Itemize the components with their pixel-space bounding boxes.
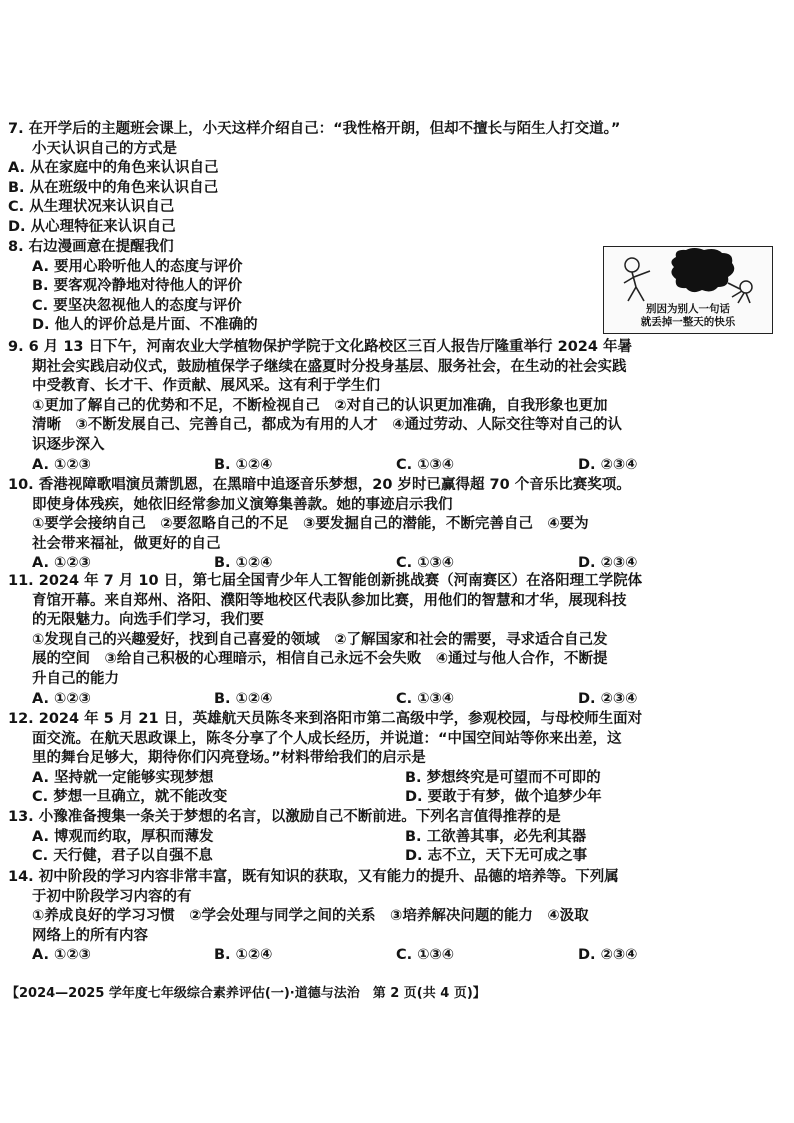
- q9-line-4: ①更加了解自己的优势和不足，不断检视自己 ②对自己的认识更加准确，自我形象也更加: [32, 397, 608, 414]
- q7-stem-line-1: 7. 在开学后的主题班会课上，小天这样介绍自己：“我性格开朗，但却不擅长与陌生人打交道。”: [8, 121, 621, 137]
- q11-line-2: 育馆开幕。来自郑州、洛阳、濮阳等地校区代表队参加比赛，用他们的智慧和才华，展现科技: [32, 592, 627, 609]
- q10-option-c: C. ①③④: [396, 555, 455, 572]
- q13-option-c: C. 天行健，君子以自强不息: [32, 848, 213, 865]
- page-footer: 【2024—2025 学年度七年级综合素养评估(一)·道德与法治 第 2 页(共 4 页)】: [6, 986, 486, 1001]
- q11-line-6: 升自己的能力: [32, 670, 119, 687]
- q12-option-b: B. 梦想终究是可望而不可即的: [405, 769, 601, 786]
- q12-line-3: 里的舞台足够大，期待你们闪亮登场。”材料带给我们的启示是: [32, 750, 426, 767]
- q8-option-c: C. 要坚决忽视他人的态度与评价: [32, 297, 242, 314]
- q13-option-b: B. 工欲善其事，必先利其器: [405, 828, 587, 845]
- q14-option-a: A. ①②③: [32, 947, 91, 964]
- q9-option-c: C. ①③④: [396, 456, 455, 473]
- q9-line-3: 中受教育、长才干、作贡献、展风采。这有利于学生们: [32, 378, 380, 395]
- q14-line-2: 于初中阶段学习内容的有: [32, 888, 192, 905]
- q8-option-d: D. 他人的评价总是片面、不准确的: [32, 317, 258, 334]
- question-12: [8, 710, 778, 808]
- q11-option-d: D. ②③④: [578, 690, 638, 707]
- cartoon-caption-line-1: 别因为别人一句话: [646, 303, 730, 315]
- q8-stem: 8. 右边漫画意在提醒我们: [8, 239, 174, 255]
- q10-line-2: 即使身体残疾，她依旧经常参加义演筹集善款。她的事迹启示我们: [32, 496, 453, 513]
- q10-option-b: B. ①②④: [214, 555, 273, 572]
- cartoon-drawing: [604, 247, 771, 307]
- q9-option-d: D. ②③④: [578, 456, 638, 473]
- q11-line-3: 的无限魅力。向选手们学习，我们要: [32, 612, 264, 629]
- q12-option-c: C. 梦想一旦确立，就不能改变: [32, 789, 228, 806]
- q7-stem-line-2: 小天认识自己的方式是: [32, 140, 177, 157]
- q11-option-a: A. ①②③: [32, 690, 91, 707]
- q10-line-3: ①要学会接纳自己 ②要忽略自己的不足 ③要发掘自己的潜能，不断完善自己 ④要为: [32, 516, 589, 533]
- q9-option-b: B. ①②④: [214, 456, 273, 473]
- q10-line-1: 10. 香港视障歌唱演员萧凯恩，在黑暗中追逐音乐梦想，20 岁时已赢得超 70 个音乐比赛奖项。: [8, 477, 631, 493]
- q12-options-row-2: [8, 788, 778, 808]
- question-7: [8, 120, 778, 238]
- q14-option-d: D. ②③④: [578, 947, 638, 964]
- q7-option-a: A. 从在家庭中的角色来认识自己: [8, 160, 219, 177]
- question-10: [8, 476, 778, 574]
- q14-option-b: B. ①②④: [214, 947, 273, 964]
- cartoon-caption-line-2: 就丢掉一整天的快乐: [640, 316, 736, 328]
- q12-line-1: 12. 2024 年 5 月 21 日，英雄航天员陈冬来到洛阳市第二高级中学，参观校园，与母校师生面对: [8, 711, 643, 727]
- q11-option-b: B. ①②④: [214, 690, 273, 707]
- q14-line-1: 14. 初中阶段的学习内容非常丰富，既有知识的获取，又有能力的提升、品德的培养等。下列属: [8, 869, 619, 885]
- q14-line-4: 网络上的所有内容: [32, 927, 148, 944]
- question-14: [8, 868, 778, 966]
- q13-options-row-2: [8, 847, 778, 867]
- q9-line-2: 期社会实践启动仪式，鼓励植保学子继续在盛夏时分投身基层、服务社会，在生动的社会实践: [32, 358, 627, 375]
- q7-option-b: B. 从在班级中的角色来认识自己: [8, 179, 219, 196]
- q11-options: [8, 690, 778, 710]
- q9-option-a: A. ①②③: [32, 456, 91, 473]
- q12-option-d: D. 要敢于有梦，做个追梦少年: [405, 789, 602, 806]
- q12-line-2: 面交流。在航天思政课上，陈冬分享了个人成长经历，并说道：“中国空间站等你来出差，这: [32, 730, 622, 747]
- question-13: [8, 808, 778, 867]
- q11-option-c: C. ①③④: [396, 690, 455, 707]
- q7-option-c: C. 从生理状况来认识自己: [8, 199, 175, 216]
- q10-option-d: D. ②③④: [578, 555, 638, 572]
- q13-line-1: 13. 小豫准备搜集一条关于梦想的名言，以激励自己不断前进。下列名言值得推荐的是: [8, 809, 561, 825]
- question-9: [8, 338, 778, 475]
- q11-line-5: 展的空间 ③给自己积极的心理暗示，相信自己永远不会失败 ④通过与他人合作，不断提: [32, 651, 608, 668]
- q12-option-a: A. 坚持就一定能够实现梦想: [32, 769, 214, 786]
- q13-option-d: D. 志不立，天下无可成之事: [405, 848, 588, 865]
- q11-line-4: ①发现自己的兴趣爱好，找到自己喜爱的领域 ②了解国家和社会的需要，寻求适合自己发: [32, 631, 608, 648]
- q9-line-5: 清晰 ③不断发展自己、完善自己，都成为有用的人才 ④通过劳动、人际交往等对自己的认: [32, 417, 623, 434]
- q7-option-d: D. 从心理特征来认识自己: [8, 218, 176, 235]
- q14-options: [8, 946, 778, 966]
- cartoon-illustration: [603, 246, 773, 334]
- q11-line-1: 11. 2024 年 7 月 10 日，第七届全国青少年人工智能创新挑战赛（河南赛区）在洛阳理工学院体: [8, 573, 643, 589]
- question-11: [8, 572, 778, 709]
- q9-line-6: 识逐步深入: [32, 436, 105, 453]
- q12-options-row-1: [8, 769, 778, 789]
- q13-options-row-1: [8, 828, 778, 848]
- q8-option-b: B. 要客观冷静地对待他人的评价: [32, 278, 243, 295]
- q9-line-1: 9. 6 月 13 日下午，河南农业大学植物保护学院于文化路校区三百人报告厅隆重举行 2024 年暑: [8, 339, 633, 355]
- q14-option-c: C. ①③④: [396, 947, 455, 964]
- q10-line-4: 社会带来福祉，做更好的自己: [32, 535, 221, 552]
- question-8: [8, 238, 598, 336]
- q9-options: [8, 456, 778, 476]
- q8-option-a: A. 要用心聆听他人的态度与评价: [32, 258, 243, 275]
- q13-option-a: A. 博观而约取，厚积而薄发: [32, 828, 214, 845]
- q14-line-3: ①养成良好的学习习惯 ②学会处理与同学之间的关系 ③培养解决问题的能力 ④汲取: [32, 908, 589, 925]
- q10-option-a: A. ①②③: [32, 555, 91, 572]
